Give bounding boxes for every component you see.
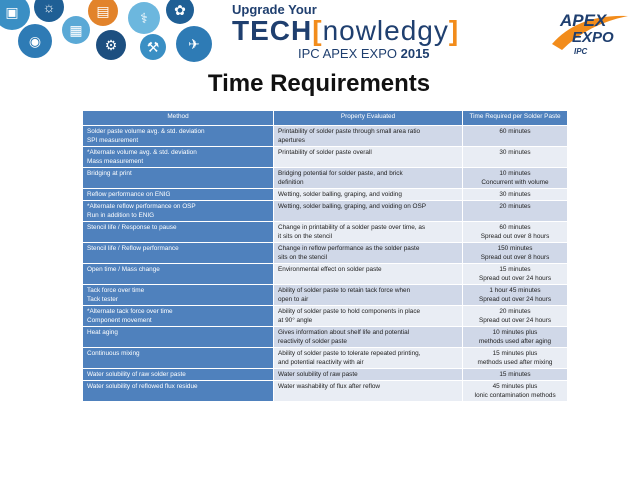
event-name	[298, 46, 430, 61]
property-cell	[274, 126, 463, 147]
method-cell-line: Bridging at print	[87, 170, 132, 177]
table-body	[83, 126, 568, 402]
time-cell-line: Spread out over 24 hours	[478, 317, 552, 324]
method-cell-line: *Alternate reflow performance on OSP	[87, 203, 196, 210]
time-cell-line: Concurrent with volume	[481, 179, 549, 186]
time-cell	[463, 243, 568, 264]
property-cell	[274, 381, 463, 402]
book-icon: ▤	[88, 0, 118, 26]
logo-ipc: IPC	[574, 47, 588, 56]
time-cell	[463, 168, 568, 189]
method-cell	[83, 147, 274, 168]
icon-collage	[0, 0, 225, 62]
method-cell	[83, 168, 274, 189]
property-cell	[274, 243, 463, 264]
logo-expo: EXPO	[572, 29, 614, 46]
property-cell-line: Environmental effect on solder paste	[278, 266, 382, 273]
property-cell	[274, 348, 463, 369]
table-row	[83, 126, 568, 147]
close-bracket: ]	[448, 15, 460, 46]
time-cell-line: 60 minutes	[499, 128, 531, 135]
time-cell-line: 10 minutes plus	[492, 329, 538, 336]
time-cell-line: methods used after aging	[478, 338, 552, 345]
table-row	[83, 381, 568, 402]
method-cell-line: Open time / Mass change	[87, 266, 160, 273]
method-cell	[83, 369, 274, 381]
time-cell	[463, 189, 568, 201]
property-cell-line: Ability of solder paste to retain tack force when	[278, 287, 411, 294]
property-cell-line: Ability of solder paste to hold components in place	[278, 308, 421, 315]
time-cell	[463, 327, 568, 348]
property-cell-line: Wetting, solder balling, graping, and voiding	[278, 191, 402, 198]
time-cell	[463, 369, 568, 381]
column-header-property: Property Evaluated	[274, 111, 463, 126]
property-cell-line: Bridging potential for solder paste, and brick	[278, 170, 403, 177]
method-cell-line: *Alternate volume avg. & std. deviation	[87, 149, 197, 156]
property-cell	[274, 306, 463, 327]
method-cell	[83, 264, 274, 285]
time-requirements-table	[82, 110, 568, 402]
globe-icon: ◉	[18, 24, 52, 58]
time-cell-line: 150 minutes	[497, 245, 533, 252]
header-banner	[0, 0, 638, 62]
method-cell-line: Water solubility of reflowed flux residue	[87, 383, 198, 390]
table-row	[83, 201, 568, 222]
property-cell	[274, 285, 463, 306]
time-cell-line: 15 minutes plus	[492, 350, 538, 357]
plane-icon: ✈	[176, 26, 212, 62]
time-cell	[463, 306, 568, 327]
time-cell-line: Spread out over 24 hours	[478, 296, 552, 303]
property-cell	[274, 189, 463, 201]
property-cell	[274, 222, 463, 243]
table-row	[83, 147, 568, 168]
tagline-technowledgy	[232, 15, 459, 47]
table-row	[83, 222, 568, 243]
time-cell	[463, 147, 568, 168]
time-cell	[463, 381, 568, 402]
time-cell-line: 20 minutes	[499, 308, 531, 315]
time-cell-line: 10 minutes	[499, 170, 531, 177]
time-cell-line: Ionic contamination methods	[474, 392, 556, 399]
time-cell-line: Spread out over 24 hours	[478, 275, 552, 282]
method-cell-line: Tack force over time	[87, 287, 145, 294]
method-cell-line: Stencil life / Response to pause	[87, 224, 177, 231]
time-cell	[463, 201, 568, 222]
method-cell-line: Reflow performance on ENIG	[87, 191, 171, 198]
column-header-time: Time Required per Solder Paste	[463, 111, 568, 126]
time-cell-line: 60 minutes	[499, 224, 531, 231]
time-cell-line: methods used after mixing	[477, 359, 553, 366]
event-prefix: IPC APEX EXPO	[298, 46, 401, 61]
method-cell-line: Continuous mixing	[87, 350, 140, 357]
nowledgy-word: nowledgy	[322, 15, 449, 46]
method-cell	[83, 348, 274, 369]
open-bracket: [	[312, 15, 323, 46]
table-row	[83, 189, 568, 201]
property-cell	[274, 327, 463, 348]
event-year: 2015	[400, 46, 430, 61]
method-cell-line: Heat aging	[87, 329, 118, 336]
gear-icon: ⚙	[96, 30, 126, 60]
method-cell	[83, 285, 274, 306]
property-cell-line: Water solubility of raw paste	[278, 371, 358, 378]
column-header-method: Method	[83, 111, 274, 126]
table-row	[83, 285, 568, 306]
property-cell	[274, 147, 463, 168]
time-cell-line: 45 minutes plus	[492, 383, 538, 390]
logo-apex: APEX	[560, 11, 607, 30]
time-cell	[463, 222, 568, 243]
property-cell-line: Ability of solder paste to tolerate repeated printing,	[278, 350, 421, 357]
table-row	[83, 264, 568, 285]
method-cell	[83, 243, 274, 264]
method-cell-line: Stencil life / Reflow performance	[87, 245, 179, 252]
apex-expo-logo	[548, 4, 634, 58]
property-cell-line: it sits on the stencil	[278, 233, 332, 240]
property-cell	[274, 201, 463, 222]
time-cell	[463, 285, 568, 306]
property-cell-line: Change in reflow performance as the solder paste	[278, 245, 420, 252]
time-cell-line: 15 minutes	[499, 266, 531, 273]
time-cell-line: Spread out over 8 hours	[480, 254, 550, 261]
medical-icon: ⚕	[128, 2, 160, 34]
tagline-upgrade: Upgrade Your	[232, 2, 317, 17]
property-cell-line: and potential reactivity with air	[278, 359, 364, 366]
time-cell-line: 30 minutes	[499, 191, 531, 198]
table-row	[83, 243, 568, 264]
method-cell-line: Water solubility of raw solder paste	[87, 371, 186, 378]
property-cell-line: definition	[278, 179, 304, 186]
time-cell	[463, 348, 568, 369]
method-cell-line: Component movement	[87, 317, 152, 324]
method-cell	[83, 327, 274, 348]
monitor-icon: ▣	[0, 0, 30, 30]
table-row	[83, 327, 568, 348]
property-cell	[274, 369, 463, 381]
method-cell	[83, 126, 274, 147]
method-cell	[83, 306, 274, 327]
lightbulb-icon: ☼	[34, 0, 64, 22]
property-cell-line: Wetting, solder balling, graping, and voiding on OSP	[278, 203, 427, 210]
wrench-icon: ⚒	[140, 34, 166, 60]
property-cell-line: open to air	[278, 296, 309, 303]
property-cell-line: Change in printability of a solder paste over time, as	[278, 224, 426, 231]
property-cell	[274, 264, 463, 285]
property-cell-line: reactivity of solder paste	[278, 338, 347, 345]
leaf-icon: ✿	[166, 0, 194, 24]
time-cell-line: 1 hour 45 minutes	[489, 287, 541, 294]
property-cell-line: at 90° angle	[278, 317, 313, 324]
property-cell-line: Printability of solder paste through small area ratio	[278, 128, 421, 135]
table-row	[83, 348, 568, 369]
property-cell	[274, 168, 463, 189]
time-cell	[463, 126, 568, 147]
property-cell-line: Gives information about shelf life and potential	[278, 329, 410, 336]
time-cell	[463, 264, 568, 285]
time-cell-line: 20 minutes	[499, 203, 531, 210]
method-cell-line: Tack tester	[87, 296, 118, 303]
property-cell-line: sits on the stencil	[278, 254, 328, 261]
table-header-row	[83, 111, 568, 126]
table-row	[83, 168, 568, 189]
method-cell	[83, 189, 274, 201]
method-cell-line: Solder paste volume avg. & std. deviation	[87, 128, 205, 135]
method-cell-line: Mass measurement	[87, 158, 144, 165]
tech-word: TECH	[232, 15, 313, 46]
method-cell-line: Run in addition to ENIG	[87, 212, 155, 219]
time-cell-line: Spread out over 8 hours	[480, 233, 550, 240]
slide-title: Time Requirements	[207, 70, 431, 97]
method-cell-line: *Alternate tack force over time	[87, 308, 173, 315]
table-row	[83, 306, 568, 327]
time-cell-line: 15 minutes	[499, 371, 531, 378]
chip-icon: ▦	[62, 16, 90, 44]
method-cell	[83, 222, 274, 243]
property-cell-line: Printability of solder paste overall	[278, 149, 372, 156]
method-cell	[83, 381, 274, 402]
method-cell	[83, 201, 274, 222]
property-cell-line: apertures	[278, 137, 305, 144]
table-row	[83, 369, 568, 381]
property-cell-line: Water washability of flux after reflow	[278, 383, 381, 390]
method-cell-line: SPI measurement	[87, 137, 139, 144]
time-cell-line: 30 minutes	[499, 149, 531, 156]
